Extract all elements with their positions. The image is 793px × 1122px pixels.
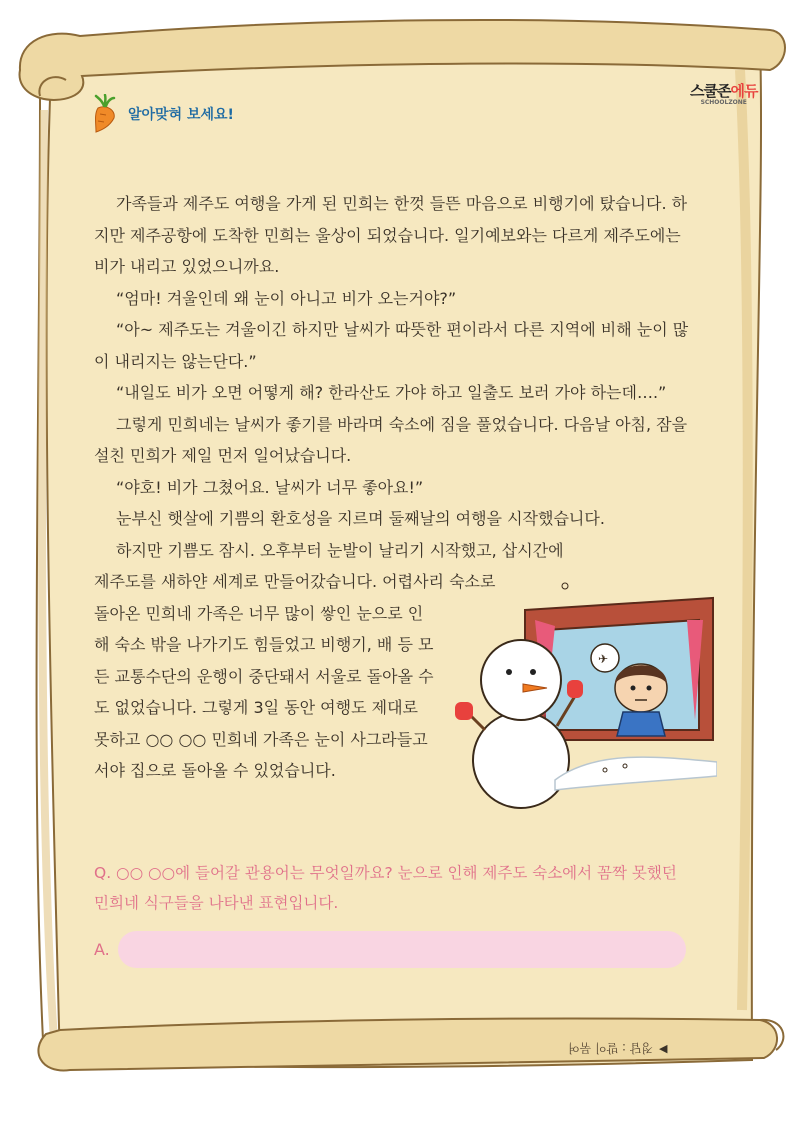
section-tag-label: 알아맞혀 보세요!: [128, 107, 234, 123]
story-paragraph: 하지만 기쁨도 잠시. 오후부터 눈발이 날리기 시작했고, 삽시간에 제주도를 새하얀 세계로 만들어갔습니다. 어렵사리 숙소로: [94, 540, 564, 591]
snowman-girl-illustration: [455, 580, 717, 820]
story-paragraph: “야호! 비가 그쳤어요. 날씨가 너무 좋아요!”: [116, 477, 424, 497]
footer-answer: [568, 1040, 668, 1057]
svg-text:✈: ✈: [598, 652, 609, 666]
story-paragraph: 돌아온 민희네 가족은 너무 많이 쌓인 눈으로 인해 숙소 밖을 나가기도 힘들었고 비행기, 배 등 모든 교통수단의 운행이 중단돼서 서울로 돌아올 수도 없었습니다. 그렇게 3일 동안 여행도 제대로 못하고 ○○ ○○ 민희네 가족은 눈이 사그라들고서야 집으로 돌아올 수 있었습니다.: [94, 603, 434, 780]
answer-row: [94, 930, 686, 968]
question-text: Q. ○○ ○○에 들어갈 관용어는 무엇일까요? 눈으로 인해 제주도 숙소에서 꼼짝 못했던 민희네 식구들을 나타낸 표현입니다.: [94, 864, 677, 912]
brand-sub: SCHOOLZONE: [700, 99, 747, 106]
story-paragraph: 그렇게 민희네는 날씨가 좋기를 바라며 숙소에 짐을 풀었습니다. 다음날 아침, 잠을 설친 민희가 제일 먼저 일어났습니다.: [94, 414, 688, 465]
story-paragraph: 가족들과 제주도 여행을 가게 된 민희는 한껏 들뜬 마음으로 비행기에 탔습니다. 하지만 제주공항에 도착한 민희는 울상이 되었습니다. 일기예보와는 다르게 제주도에는 비가 내리고 있었으니까요.: [94, 194, 688, 276]
brand-logo: [690, 80, 757, 106]
answer-field[interactable]: [118, 931, 686, 968]
story-paragraph: “아~ 제주도는 겨울이긴 하지만 날씨가 따뜻한 편이라서 다른 지역에 비해 눈이 많이 내리지는 않는단다.”: [94, 320, 689, 371]
section-tag: [88, 94, 234, 134]
brand-main: 스쿨존: [690, 82, 731, 100]
story-paragraph: “엄마! 겨울인데 왜 눈이 아니고 비가 오는거야?”: [116, 288, 457, 308]
answer-label: A.: [94, 939, 110, 959]
story-paragraph: 눈부신 햇살에 기쁨의 환호성을 지르며 둘째날의 여행을 시작했습니다.: [116, 509, 605, 528]
story-paragraph: “내일도 비가 오면 어떻게 해? 한라산도 가야 하고 일출도 보러 가야 하는데….”: [116, 383, 667, 402]
brand-edu: 에듀: [730, 82, 758, 100]
answer-key-text: 정답 : 발이 묶여: [568, 1041, 654, 1055]
triangle-left-icon: ◀: [659, 1042, 668, 1055]
carrot-icon: [88, 94, 122, 134]
